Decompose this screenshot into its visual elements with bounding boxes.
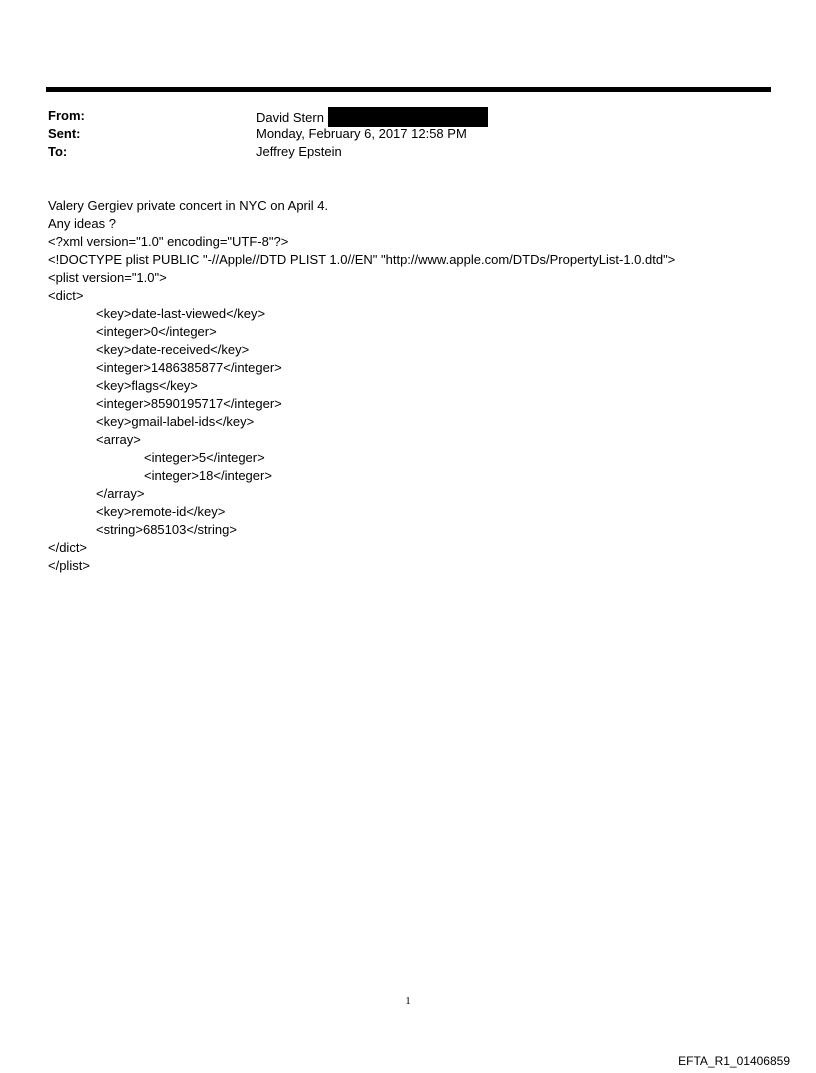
sent-label: Sent:	[48, 126, 81, 141]
body-line: <key>flags</key>	[96, 378, 198, 393]
body-line: <!DOCTYPE plist PUBLIC "-//Apple//DTD PLIST 1.0//EN" "http://www.apple.com/DTDs/PropertyList-1.0.dtd">	[48, 252, 676, 267]
body-line: <integer>18</integer>	[144, 468, 272, 483]
email-header	[48, 107, 748, 161]
body-line: <dict>	[48, 288, 84, 303]
sent-row	[48, 125, 748, 143]
to-value: Jeffrey Epstein	[256, 144, 342, 159]
sent-value: Monday, February 6, 2017 12:58 PM	[256, 126, 467, 141]
to-label: To:	[48, 144, 68, 159]
body-line: <array>	[96, 432, 141, 447]
body-line: <key>date-received</key>	[96, 342, 250, 357]
body-line: <integer>1486385877</integer>	[96, 360, 282, 375]
from-label: From:	[48, 108, 85, 123]
from-value	[256, 107, 488, 127]
to-row	[48, 143, 748, 161]
page-number: 1	[405, 995, 411, 1007]
body-line: <integer>0</integer>	[96, 324, 217, 339]
body-line: <key>date-last-viewed</key>	[96, 306, 266, 321]
body-line: <key>gmail-label-ids</key>	[96, 414, 255, 429]
sender-name: David Stern	[256, 110, 324, 125]
body-line: <integer>5</integer>	[144, 450, 265, 465]
body-line: <?xml version="1.0" encoding="UTF-8"?>	[48, 234, 289, 249]
body-line: <integer>8590195717</integer>	[96, 396, 282, 411]
body-line: <key>remote-id</key>	[96, 504, 226, 519]
body-line: <plist version="1.0">	[48, 270, 167, 285]
body-line: </plist>	[48, 558, 90, 573]
body-line: </dict>	[48, 540, 88, 555]
body-line: </array>	[96, 486, 145, 501]
redaction-block	[328, 107, 488, 127]
body-line: <string>685103</string>	[96, 522, 237, 537]
bates-number: EFTA_R1_01406859	[678, 1054, 790, 1068]
header-divider	[46, 87, 771, 92]
from-row	[48, 107, 748, 125]
email-body	[48, 197, 768, 575]
body-line: Any ideas ?	[48, 216, 116, 231]
body-line: Valery Gergiev private concert in NYC on April 4.	[48, 198, 329, 213]
